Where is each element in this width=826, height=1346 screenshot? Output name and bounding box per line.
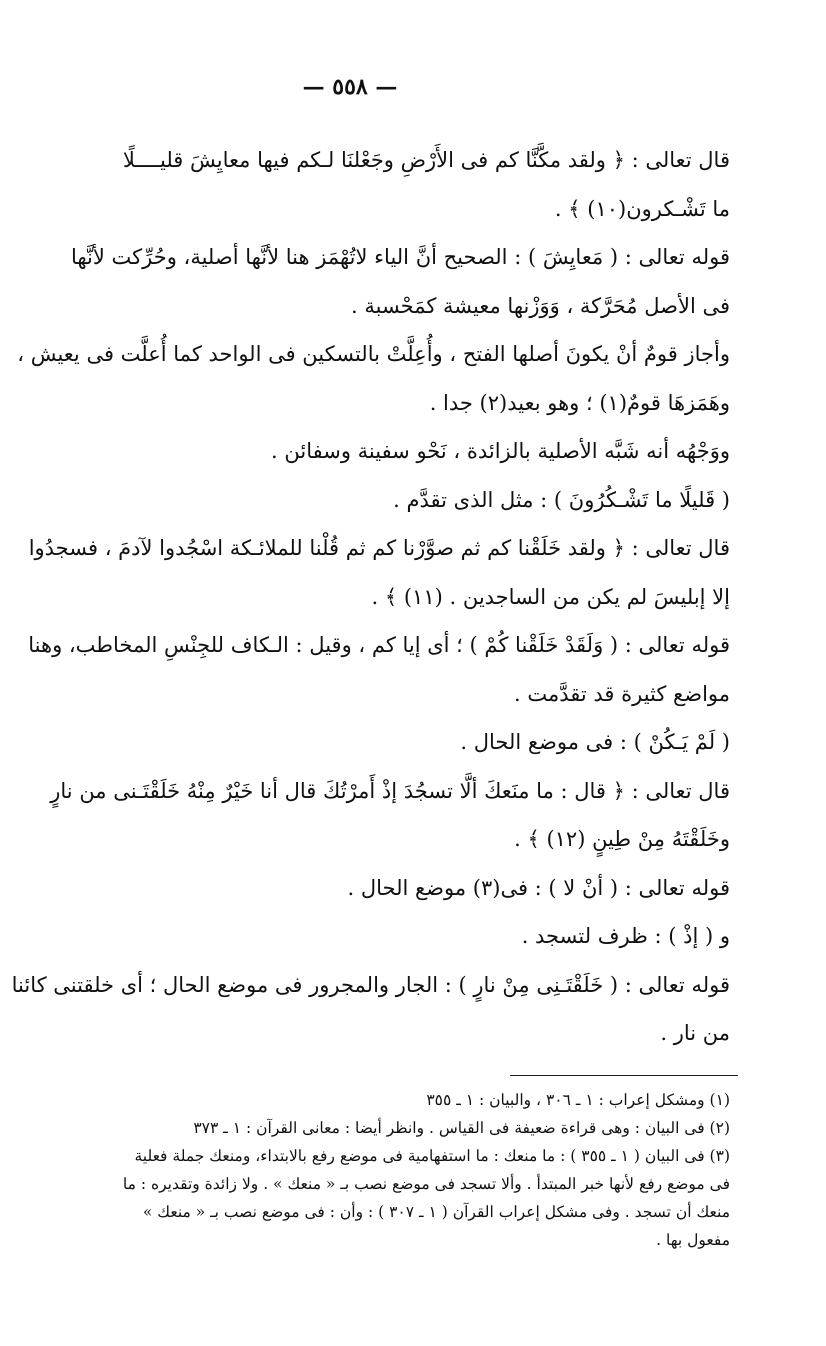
footnote-line: (٢) فى البيان : وهى قراءة ضعيفة فى القياس . وانظر أيضا : معانى القرآن : ١ ـ ٣٧٣ xyxy=(193,1119,730,1137)
text-line: وخَلَقْتَهُ مِنْ طِينٍ (١٢) ﴾ . xyxy=(514,827,730,851)
text-line: وأجاز قومٌ أنْ يكونَ أصلها الفتح ، وأُعِلَّتْ بالتسكين فى الواحد كما أُعلَّت فى يعيش ، xyxy=(17,342,730,366)
text-line: ووَجْهُه أنه شَبَّه الأصلية بالزائدة ، نَحْو سفينة وسفائن . xyxy=(271,439,730,463)
footnote-line: (١) ومشكل إعراب : ١ ـ ٣٠٦ ، والبيان : ١ ـ ٣٥٥ xyxy=(426,1091,730,1109)
text-line: إلا إبليسَ لم يكن من الساجدين . (١١) ﴾ . xyxy=(371,584,730,609)
text-line: قال تعالى : ﴿ قال : ما منَعكَ ألَّا تسجُدَ إذْ أَمرْتُكَ قال أنا خَيْرٌ مِنْهُ خَلَقْتَـنى من نارٍ xyxy=(50,778,730,803)
text-line: ( لَمْ يَـكُنْ ) : فى موضع الحال . xyxy=(460,730,730,754)
footnote-line: منعك أن تسجد . وفى مشكل إعراب القرآن ( ١ ـ ٣٠٧ ) : وأن : فى موضع نصب بـ « منعك » xyxy=(142,1203,730,1221)
text-line: من نار . xyxy=(660,1021,730,1045)
footnotes xyxy=(8,1086,826,1254)
text-line: قوله تعالى : ( خَلَقْتَـنِى مِنْ نارٍ ) : الجار والمجرور فى موضع الحال ؛ أى خلقتنى كائنا xyxy=(11,972,730,997)
text-line: ما تَشْـكرون(١٠) ﴾ . xyxy=(554,196,730,221)
text-line: قوله تعالى : ( وَلَقَدْ خَلَقْنا كُمْ ) ؛ أى إيا كم ، وقيل : الـكاف للجِنْسِ المخاطب، وهنا xyxy=(28,633,730,657)
footnote-line: (٣) فى البيان ( ١ ـ ٣٥٥ ) : ما منعك : ما استفهامية فى موضع رفع بالابتداء، ومنعك جملة فعلية xyxy=(134,1147,730,1165)
footnote-line: مفعول بها . xyxy=(656,1231,730,1249)
page-number: — ٥٥٨ — xyxy=(302,74,398,100)
footnote-line: فى موضع رفع لأنها خبر المبتدأ . وألا تسجد فى موضع نصب بـ « منعك » . ولا زائدة وتقديره : ما xyxy=(122,1175,730,1193)
text-line: قال تعالى : ﴿ ولقد خَلَقْنا كم ثم صوَّرْنا كم ثم قُلْنا للملائـكة اسْجُدوا لآدمَ ، فسجدُوا xyxy=(28,536,730,560)
main-text xyxy=(8,136,826,1058)
text-line: فى الأصل مُحَرَّكة ، وَوَزْنها معيشة كمَحْسبة . xyxy=(351,293,730,318)
text-line: وهَمَزهَا قومٌ(١) ؛ وهو بعيد(٢) جدا . xyxy=(429,390,730,415)
text-line: قوله تعالى : ( أنْ لا ) : فى(٣) موضع الحال . xyxy=(347,875,730,900)
text-line: ( قَليلًا ما تَشْـكُرُونَ ) : مثل الذى تقدَّم . xyxy=(393,487,730,512)
footnote-divider xyxy=(510,1075,738,1076)
text-line: قوله تعالى : ( مَعايِشَ ) : الصحيح أنَّ الياء لاتُهْمَز هنا لأنَّها أصلية، وحُرِّكت لأنَّها xyxy=(70,245,730,269)
text-line: مواضع كثيرة قد تقدَّمت . xyxy=(514,681,730,706)
text-line: و ( إذْ ) : ظرف لتسجد . xyxy=(521,924,730,948)
text-line: قال تعالى : ﴿ ولقد مكَّنَّا كم فى الأَرْضِ وجَعْلنَا لـكم فيها معايِشَ قليــــلًا xyxy=(122,148,730,172)
